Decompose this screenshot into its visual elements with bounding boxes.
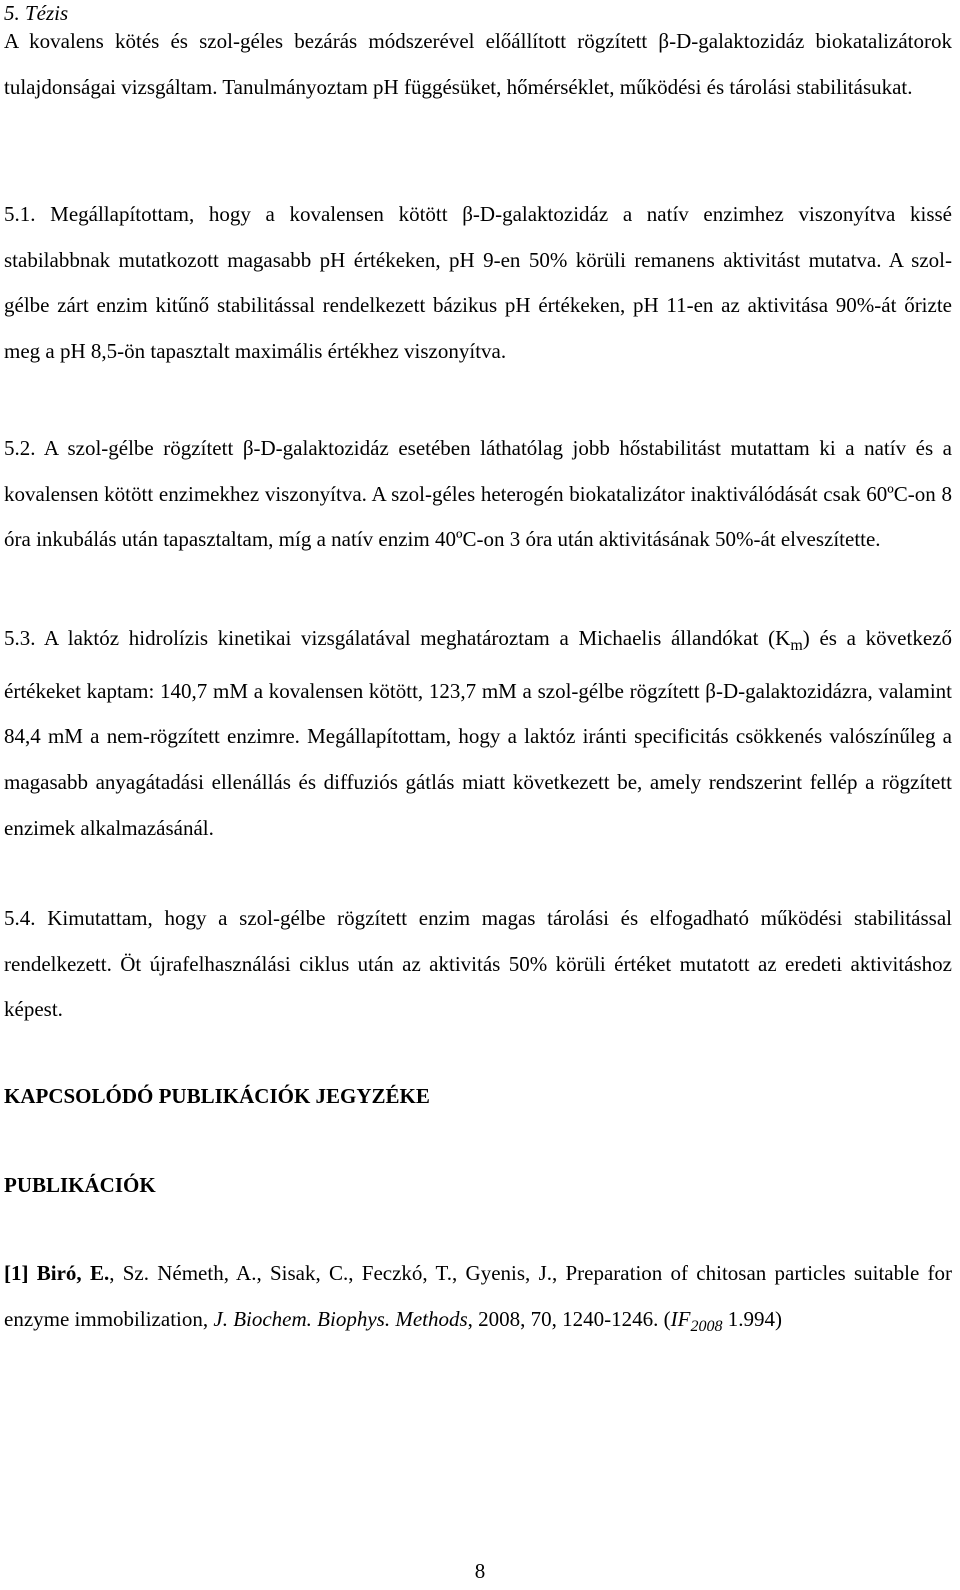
impact-factor-year: 2008 [690,1317,723,1335]
page-number: 8 [474,1559,486,1583]
thesis-5-2-paragraph: 5.2. A szol-gélbe rögzített β-D-galaktozidáz esetében láthatólag jobb hőstabilitást mutattam ki a natív és a kovalensen kötött enzimekhez viszonyítva. A szol-géles heterogén biokatalizátor inaktiválódását csak 60ºC-on 8 óra inkubálás után tapasztaltam, míg a natív enzim 40ºC-on 3 óra után aktivitásának 50%-át elveszítette. [4,436,952,552]
publication-authors-title: , Sz. Németh, A., Sisak, C., Feczkó, T., Gyenis, J., Preparation of chitosan particles suitable for enzyme immobilization, [4,1261,953,1331]
publication-number: [1] [4,1261,29,1285]
km-subscript: m [790,637,803,655]
publication-volume-pages: , 2008, 70, 1240-1246. ( [467,1306,671,1331]
thesis-5-3-text-end: ) és a következő értékeket kaptam: 140,7 mM a kovalensen kötött, 123,7 mM a szol-gélbe rögzített β-D-galaktozidázra, valamint 84,4 mM a nem-rögzített enzimre. Megállapítottam, hogy a laktóz iránti specificitás csökkenés valószínűleg a magasabb anyagátadási ellenállás és diffuziós gátlás miatt következett be, amely rendszerint fellép a rögzített enzimek alkalmazásánál. [4,626,952,840]
heading-publications-list: KAPCSOLÓDÓ PUBLIKÁCIÓK JEGYZÉKE [4,1084,430,1108]
publication-author-highlight: Biró, E. [36,1261,110,1285]
impact-factor-value: 1.994) [722,1306,782,1331]
section-title: 5. Tézis [4,1,69,25]
thesis-5-1-paragraph: 5.1. Megállapítottam, hogy a kovalensen kötött β-D-galaktozidáz a natív enzimhez viszonyítva kissé stabilabbnak mutatkozott magasabb pH értékeken, pH 9-en 50% körüli remanens aktivitást mutatva. A szol-gélbe zárt enzim kitűnő stabilitással rendelkezett bázikus pH értékeken, pH 11-en az aktivitása 90%-át őrizte meg a pH 8,5-ön tapasztalt maximális értékhez viszonyítva. [4,202,952,363]
impact-factor-label: IF [670,1306,691,1331]
thesis-5-4-paragraph: 5.4. Kimutattam, hogy a szol-gélbe rögzített enzim magas tárolási és elfogadható működési stabilitással rendelkezett. Öt újrafelhasználási ciklus után az aktivitás 50% körüli értéket mutatott az eredeti aktivitáshoz képest. [4,906,952,1022]
intro-paragraph: A kovalens kötés és szol-géles bezárás módszerével előállított rögzített β-D-galaktozidáz biokatalizátorok tulajdonságai vizsgáltam. Tanulmányoztam pH függésüket, hőmérséklet, működési és tárolási stabilitásukat. [4,29,952,99]
thesis-5-3-paragraph [4,616,952,851]
heading-publications: PUBLIKÁCIÓK [4,1173,156,1197]
publication-journal: J. Biochem. Biophys. Methods [213,1306,468,1331]
thesis-5-3-text-start: 5.3. A laktóz hidrolízis kinetikai vizsgálatával meghatároztam a Michaelis állandókat (K [4,626,791,650]
publication-entry-1 [4,1251,952,1349]
